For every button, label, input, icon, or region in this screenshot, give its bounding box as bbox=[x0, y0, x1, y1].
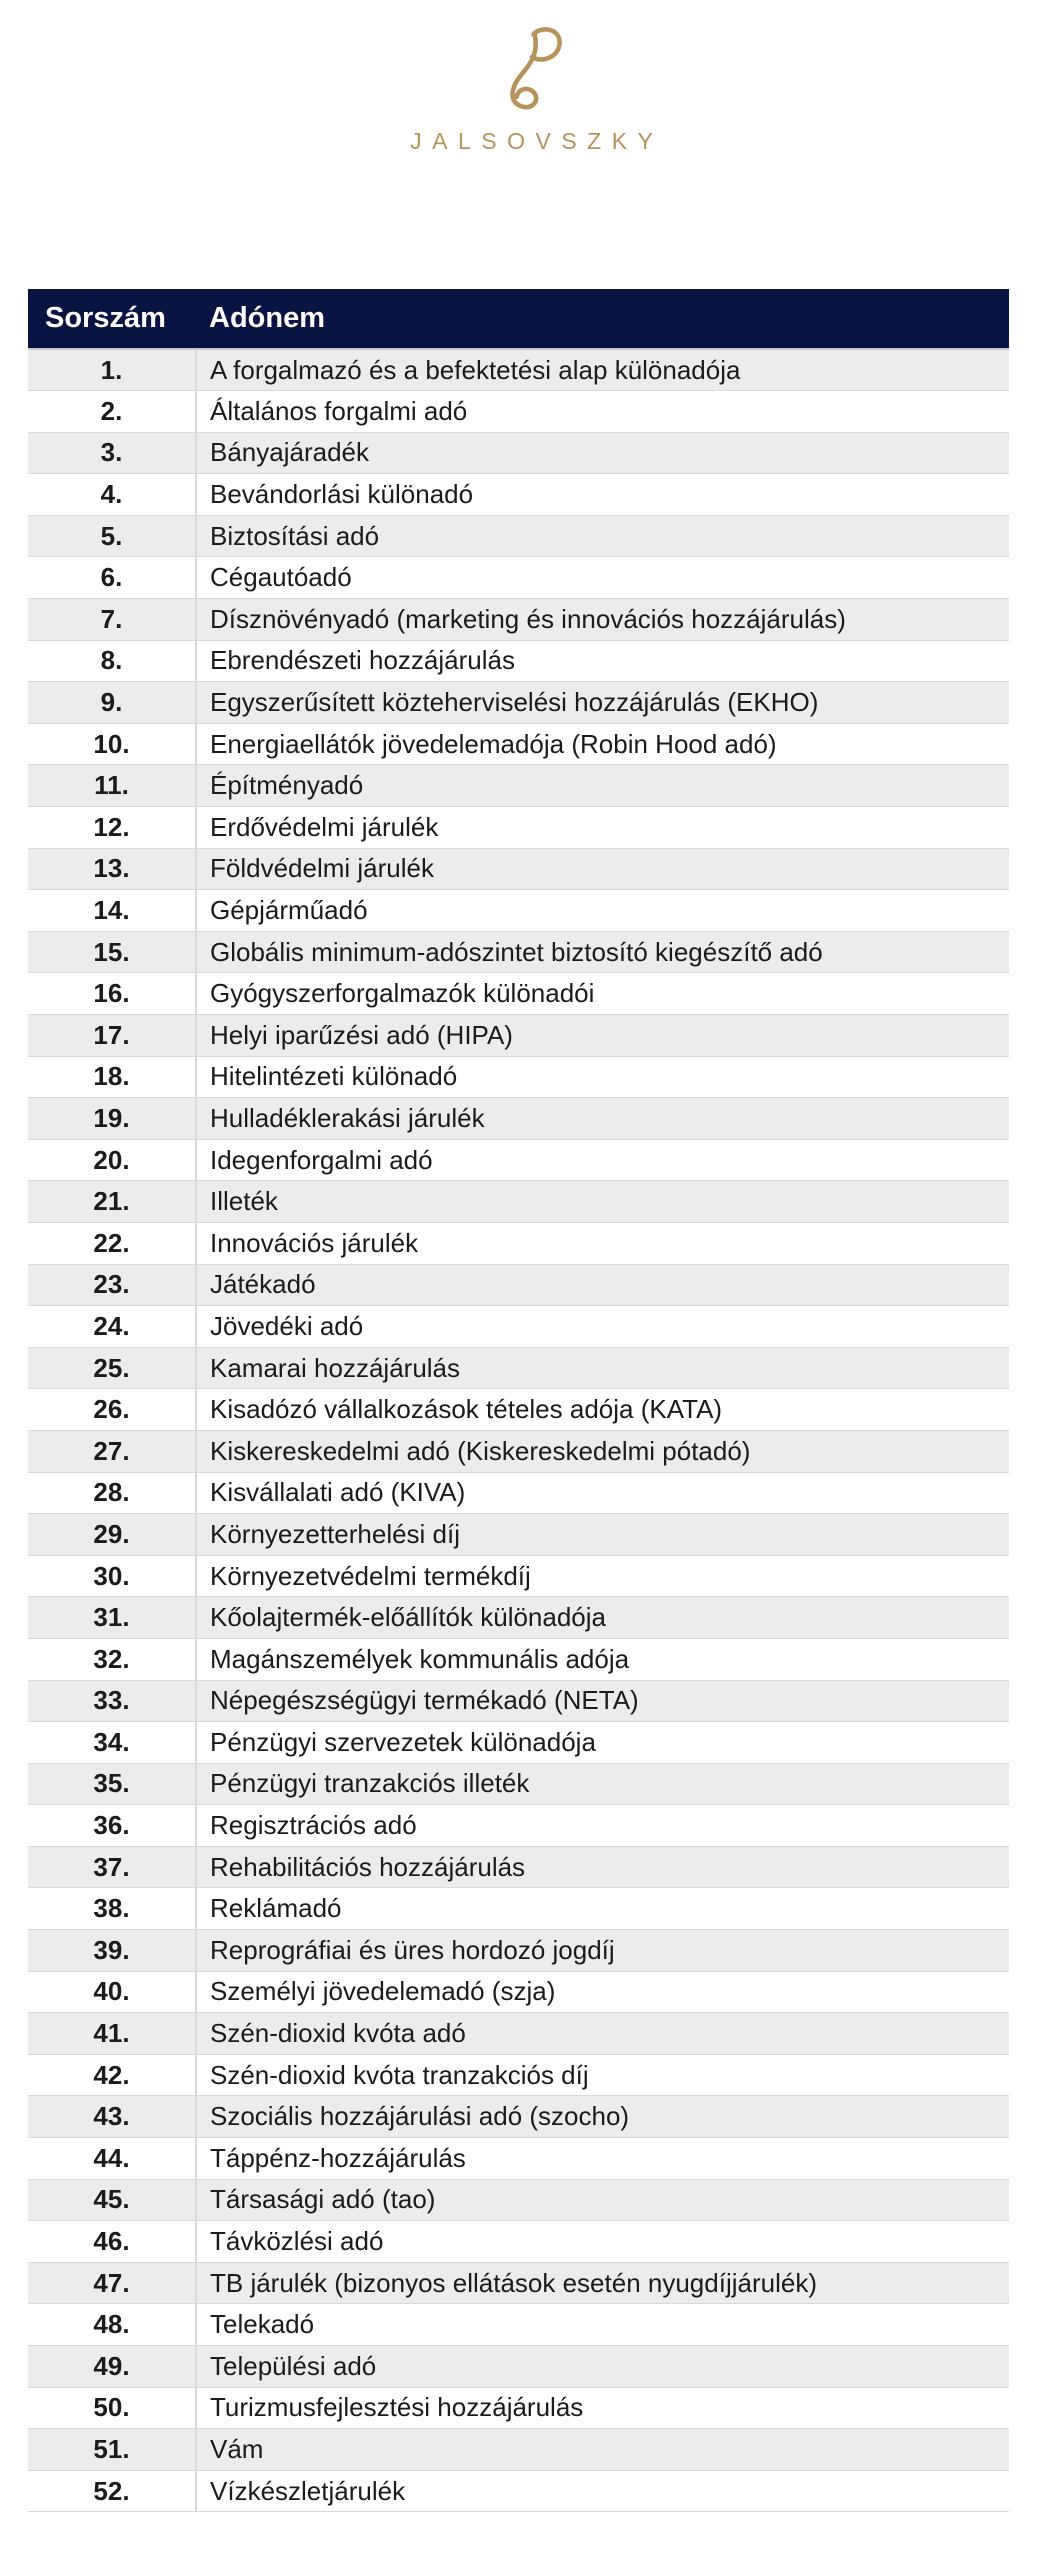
row-number: 12. bbox=[28, 807, 196, 849]
table-row bbox=[28, 2470, 1009, 2512]
row-number: 1. bbox=[28, 349, 196, 391]
tax-name: Táppénz-hozzájárulás bbox=[196, 2138, 1009, 2180]
table-row bbox=[28, 1139, 1009, 1181]
row-number: 13. bbox=[28, 848, 196, 890]
table-row bbox=[28, 640, 1009, 682]
table-row bbox=[28, 848, 1009, 890]
row-number: 11. bbox=[28, 765, 196, 807]
tax-name: Reklámadó bbox=[196, 1888, 1009, 1930]
table-row bbox=[28, 515, 1009, 557]
row-number: 15. bbox=[28, 931, 196, 973]
table-row bbox=[28, 1638, 1009, 1680]
row-number: 32. bbox=[28, 1638, 196, 1680]
table-row bbox=[28, 2304, 1009, 2346]
row-number: 40. bbox=[28, 1971, 196, 2013]
row-number: 20. bbox=[28, 1139, 196, 1181]
table-row bbox=[28, 1514, 1009, 1556]
row-number: 36. bbox=[28, 1805, 196, 1847]
tax-name: Bevándorlási különadó bbox=[196, 474, 1009, 516]
tax-name: Kisadózó vállalkozások tételes adója (KATA) bbox=[196, 1389, 1009, 1431]
row-number: 48. bbox=[28, 2304, 196, 2346]
row-number: 41. bbox=[28, 2013, 196, 2055]
row-number: 8. bbox=[28, 640, 196, 682]
table-row bbox=[28, 2138, 1009, 2180]
tax-name: Szociális hozzájárulási adó (szocho) bbox=[196, 2096, 1009, 2138]
tax-name: Gépjárműadó bbox=[196, 890, 1009, 932]
column-header-adonem: Adónem bbox=[196, 289, 1009, 349]
tax-name: Szén-dioxid kvóta tranzakciós díj bbox=[196, 2054, 1009, 2096]
tax-name: Általános forgalmi adó bbox=[196, 391, 1009, 433]
table-row bbox=[28, 2221, 1009, 2263]
row-number: 33. bbox=[28, 1680, 196, 1722]
row-number: 18. bbox=[28, 1056, 196, 1098]
row-number: 29. bbox=[28, 1514, 196, 1556]
table-row bbox=[28, 2262, 1009, 2304]
tax-name: Földvédelmi járulék bbox=[196, 848, 1009, 890]
row-number: 10. bbox=[28, 723, 196, 765]
row-number: 37. bbox=[28, 1846, 196, 1888]
table-body bbox=[28, 349, 1009, 2512]
brand-wordmark: JALSOVSZKY bbox=[410, 128, 664, 154]
table-row bbox=[28, 2013, 1009, 2055]
row-number: 27. bbox=[28, 1430, 196, 1472]
row-number: 21. bbox=[28, 1181, 196, 1223]
row-number: 35. bbox=[28, 1763, 196, 1805]
table-row bbox=[28, 2179, 1009, 2221]
tax-name: Kiskereskedelmi adó (Kiskereskedelmi pótadó) bbox=[196, 1430, 1009, 1472]
table-row bbox=[28, 2387, 1009, 2429]
row-number: 16. bbox=[28, 973, 196, 1015]
row-number: 43. bbox=[28, 2096, 196, 2138]
table-row bbox=[28, 1930, 1009, 1972]
tax-name: Rehabilitációs hozzájárulás bbox=[196, 1846, 1009, 1888]
table-row bbox=[28, 1222, 1009, 1264]
row-number: 6. bbox=[28, 557, 196, 599]
tax-name: Reprográfiai és üres hordozó jogdíj bbox=[196, 1930, 1009, 1972]
table-row bbox=[28, 1555, 1009, 1597]
row-number: 31. bbox=[28, 1597, 196, 1639]
tax-name: Személyi jövedelemadó (szja) bbox=[196, 1971, 1009, 2013]
row-number: 46. bbox=[28, 2221, 196, 2263]
row-number: 26. bbox=[28, 1389, 196, 1431]
row-number: 52. bbox=[28, 2470, 196, 2512]
table-row bbox=[28, 474, 1009, 516]
table-row bbox=[28, 2054, 1009, 2096]
table-row bbox=[28, 1264, 1009, 1306]
table-row bbox=[28, 2429, 1009, 2471]
tax-name: Pénzügyi tranzakciós illeték bbox=[196, 1763, 1009, 1805]
tax-name: Gyógyszerforgalmazók különadói bbox=[196, 973, 1009, 1015]
table-row bbox=[28, 2346, 1009, 2388]
tax-name: Regisztrációs adó bbox=[196, 1805, 1009, 1847]
row-number: 47. bbox=[28, 2262, 196, 2304]
tax-name: Magánszemélyek kommunális adója bbox=[196, 1638, 1009, 1680]
table-row bbox=[28, 1056, 1009, 1098]
tax-name: Energiaellátók jövedelemadója (Robin Hood adó) bbox=[196, 723, 1009, 765]
tax-name: Társasági adó (tao) bbox=[196, 2179, 1009, 2221]
table-row bbox=[28, 1763, 1009, 1805]
tax-name: Hulladéklerakási járulék bbox=[196, 1098, 1009, 1140]
row-number: 23. bbox=[28, 1264, 196, 1306]
table-header-row bbox=[28, 289, 1009, 349]
tax-name: Biztosítási adó bbox=[196, 515, 1009, 557]
table-row bbox=[28, 391, 1009, 433]
table-row bbox=[28, 1680, 1009, 1722]
table-row bbox=[28, 1098, 1009, 1140]
table-row bbox=[28, 1971, 1009, 2013]
table-row bbox=[28, 2096, 1009, 2138]
row-number: 19. bbox=[28, 1098, 196, 1140]
table-row bbox=[28, 1597, 1009, 1639]
table-row bbox=[28, 349, 1009, 391]
table-row bbox=[28, 807, 1009, 849]
tax-name: Ebrendészeti hozzájárulás bbox=[196, 640, 1009, 682]
table-header bbox=[28, 289, 1009, 349]
tax-name: Helyi iparűzési adó (HIPA) bbox=[196, 1015, 1009, 1057]
table-row bbox=[28, 890, 1009, 932]
row-number: 30. bbox=[28, 1555, 196, 1597]
table-row bbox=[28, 723, 1009, 765]
tax-name: Népegészségügyi termékadó (NETA) bbox=[196, 1680, 1009, 1722]
row-number: 9. bbox=[28, 682, 196, 724]
tax-name: Illeték bbox=[196, 1181, 1009, 1223]
row-number: 42. bbox=[28, 2054, 196, 2096]
table-row bbox=[28, 1430, 1009, 1472]
tax-name: Turizmusfejlesztési hozzájárulás bbox=[196, 2387, 1009, 2429]
tax-name: Egyszerűsített közteherviselési hozzájárulás (EKHO) bbox=[196, 682, 1009, 724]
table-row bbox=[28, 1181, 1009, 1223]
table-row bbox=[28, 1472, 1009, 1514]
row-number: 25. bbox=[28, 1347, 196, 1389]
row-number: 45. bbox=[28, 2179, 196, 2221]
table-row bbox=[28, 1805, 1009, 1847]
table-row bbox=[28, 1888, 1009, 1930]
tax-name: Dísznövényadó (marketing és innovációs hozzájárulás) bbox=[196, 599, 1009, 641]
table-row bbox=[28, 557, 1009, 599]
row-number: 38. bbox=[28, 1888, 196, 1930]
row-number: 5. bbox=[28, 515, 196, 557]
row-number: 24. bbox=[28, 1306, 196, 1348]
row-number: 34. bbox=[28, 1722, 196, 1764]
row-number: 17. bbox=[28, 1015, 196, 1057]
table-row bbox=[28, 1347, 1009, 1389]
jp-monogram-icon bbox=[473, 24, 591, 116]
tax-name: Vízkészletjárulék bbox=[196, 2470, 1009, 2512]
row-number: 28. bbox=[28, 1472, 196, 1514]
tax-type-table bbox=[28, 289, 1009, 2512]
row-number: 14. bbox=[28, 890, 196, 932]
tax-name: Erdővédelmi járulék bbox=[196, 807, 1009, 849]
table-row bbox=[28, 599, 1009, 641]
tax-name: Kisvállalati adó (KIVA) bbox=[196, 1472, 1009, 1514]
tax-name: Jövedéki adó bbox=[196, 1306, 1009, 1348]
table-row bbox=[28, 1389, 1009, 1431]
table-row bbox=[28, 682, 1009, 724]
tax-name: Távközlési adó bbox=[196, 2221, 1009, 2263]
row-number: 50. bbox=[28, 2387, 196, 2429]
tax-name: Pénzügyi szervezetek különadója bbox=[196, 1722, 1009, 1764]
tax-name: Innovációs járulék bbox=[196, 1222, 1009, 1264]
row-number: 22. bbox=[28, 1222, 196, 1264]
table-row bbox=[28, 973, 1009, 1015]
tax-name: Kőolajtermék-előállítók különadója bbox=[196, 1597, 1009, 1639]
tax-name: Kamarai hozzájárulás bbox=[196, 1347, 1009, 1389]
tax-name: Cégautóadó bbox=[196, 557, 1009, 599]
tax-name: Környezetterhelési díj bbox=[196, 1514, 1009, 1556]
tax-name: Globális minimum-adószintet biztosító kiegészítő adó bbox=[196, 931, 1009, 973]
tax-name: Vám bbox=[196, 2429, 1009, 2471]
brand-logo bbox=[0, 0, 1063, 155]
column-header-sorszam: Sorszám bbox=[28, 289, 196, 349]
tax-name: Hitelintézeti különadó bbox=[196, 1056, 1009, 1098]
table-row bbox=[28, 1722, 1009, 1764]
tax-name: Játékadó bbox=[196, 1264, 1009, 1306]
table-row bbox=[28, 931, 1009, 973]
tax-name: Szén-dioxid kvóta adó bbox=[196, 2013, 1009, 2055]
table-row bbox=[28, 1846, 1009, 1888]
tax-name: Bányajáradék bbox=[196, 432, 1009, 474]
tax-name: Építményadó bbox=[196, 765, 1009, 807]
tax-name: A forgalmazó és a befektetési alap különadója bbox=[196, 349, 1009, 391]
tax-name: Települési adó bbox=[196, 2346, 1009, 2388]
tax-name: Idegenforgalmi adó bbox=[196, 1139, 1009, 1181]
row-number: 39. bbox=[28, 1930, 196, 1972]
row-number: 4. bbox=[28, 474, 196, 516]
table-row bbox=[28, 1015, 1009, 1057]
row-number: 49. bbox=[28, 2346, 196, 2388]
row-number: 2. bbox=[28, 391, 196, 433]
tax-name: Környezetvédelmi termékdíj bbox=[196, 1555, 1009, 1597]
table-row bbox=[28, 432, 1009, 474]
tax-name: Telekadó bbox=[196, 2304, 1009, 2346]
row-number: 7. bbox=[28, 599, 196, 641]
table-row bbox=[28, 1306, 1009, 1348]
row-number: 3. bbox=[28, 432, 196, 474]
tax-name: TB járulék (bizonyos ellátások esetén nyugdíjjárulék) bbox=[196, 2262, 1009, 2304]
row-number: 51. bbox=[28, 2429, 196, 2471]
row-number: 44. bbox=[28, 2138, 196, 2180]
table-row bbox=[28, 765, 1009, 807]
